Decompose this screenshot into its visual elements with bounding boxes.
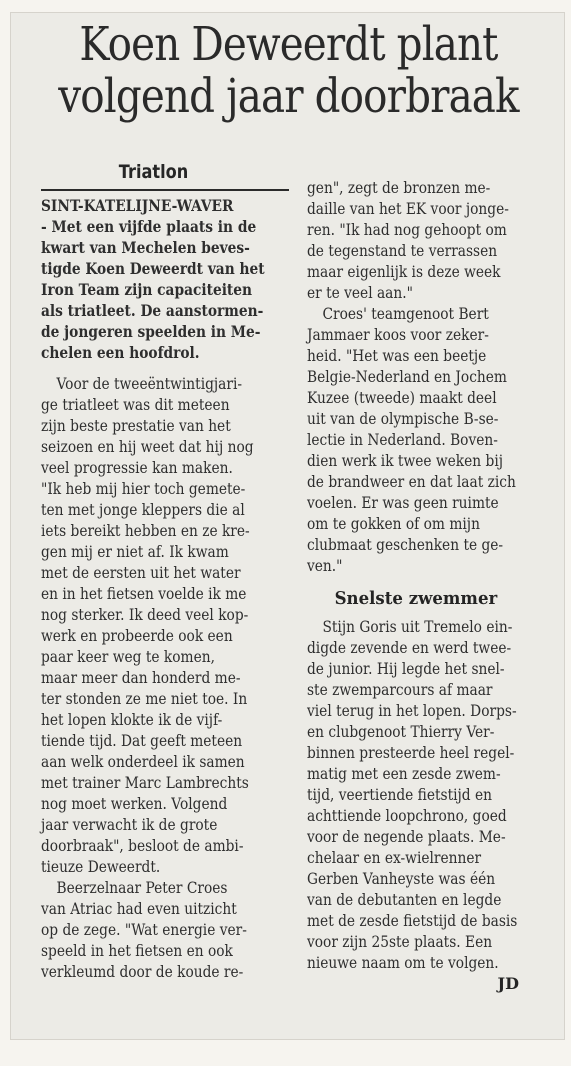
right-body-2-line: achttiende loopchrono, goed [307,806,507,825]
left-body-line: iets bereikt hebben en ze kre- [41,521,250,540]
right-body-1-line: de tegenstand te verrassen [307,241,498,260]
right-body-2-line: viel terug in het lopen. Dorps- [307,701,517,720]
right-body-1-line: om te gokken of om mijn [307,514,480,533]
right-body-2-line: van de debutanten en legde [307,890,502,909]
left-body-line: tiende tijd. Dat geeft meteen [41,731,243,750]
right-body-1-line: daille van het EK voor jonge- [307,199,509,218]
right-body-1-line: dien werk ik twee weken bij [307,451,503,470]
right-body-1-line: Jammaer koos voor zeker- [307,325,489,344]
lead-line: Iron Team zijn capaciteiten [41,280,253,299]
left-body-line: Beerzelnaar Peter Croes [56,878,228,897]
right-body-2-line: voor de negende plaats. Me- [307,827,506,846]
right-body-1-line: voelen. Er was geen ruimte [307,493,499,512]
subheading: Snelste zwemmer [334,588,498,609]
left-body-line: ter stonden ze me niet toe. In [41,689,248,708]
right-body-2-line: Gerben Vanheyste was één [307,869,496,888]
left-body-line: maar meer dan honderd me- [41,668,241,687]
right-body-2-line: ste zwemparcours af maar [307,680,493,699]
left-body-line: en in het fietsen voelde ik me [41,584,247,603]
right-body-1-line: uit van de olympische B-se- [307,409,499,428]
section-kicker: Triatlon [118,161,189,183]
right-body-1-line: de brandweer en dat laat zich [307,472,516,491]
left-body-line: op de zege. "Wat energie ver- [41,920,247,939]
left-body-line: aan welk onderdeel ik samen [41,752,245,771]
right-body-2-line: chelaar en ex-wielrenner [307,848,482,867]
lead-line: SINT-KATELIJNE-WAVER [41,196,234,215]
lead-line: de jongeren speelden in Me- [41,322,261,341]
left-body-line: veel progressie kan maken. [41,458,233,477]
left-body-line: met de eersten uit het water [41,563,241,582]
right-body-1-line: heid. "Het was een beetje [307,346,487,365]
right-body-1-line: gen", zegt de bronzen me- [307,178,491,197]
right-body-2-line: de junior. Hij legde het snel- [307,659,505,678]
right-body-1-line: ven." [307,556,343,575]
right-body-1-line: Belgie-Nederland en Jochem [307,367,507,386]
headline-line-2: volgend jaar doorbraak [58,69,519,124]
left-body-line: het lopen klokte ik de vijf- [41,710,223,729]
left-body-line: werk en probeerde ook een [41,626,233,645]
left-body-line: paar keer weg te komen, [41,647,215,666]
lead-line: kwart van Mechelen beves- [41,238,250,257]
right-body-2-line: en clubgenoot Thierry Ver- [307,722,495,741]
newspaper-clipping [10,12,565,1040]
left-body-line: nog sterker. Ik deed veel kop- [41,605,249,624]
right-body-1-line: ren. "Ik had nog gehoopt om [307,220,507,239]
kicker-rule [41,189,289,191]
lead-paragraph [41,195,293,363]
left-body-line: gen mij er niet af. Ik kwam [41,542,229,561]
left-body-line: seizoen en hij weet dat hij nog [41,437,254,456]
lead-line: als triatleet. De aanstormen- [41,301,264,320]
right-body-1-line: maar eigenlijk is deze week [307,262,501,281]
right-body-2-line: binnen presteerde heel regel- [307,743,515,762]
left-body-line: van Atriac had even uitzicht [41,899,237,918]
left-body-line: ten met jonge kleppers die al [41,500,245,519]
left-body-line: verkleumd door de koude re- [41,962,244,981]
right-body-2-line: Stijn Goris uit Tremelo ein- [322,617,513,636]
left-body-line: ge triatleet was dit meteen [41,395,230,414]
right-column [307,177,559,994]
left-body-line: jaar verwacht ik de grote [41,815,218,834]
left-column [41,195,293,982]
left-body-line: speeld in het fietsen en ook [41,941,233,960]
left-body-line: zijn beste prestatie van het [41,416,231,435]
lead-line: chelen een hoofdrol. [41,343,200,362]
lead-line: - Met een vijfde plaats in de [41,217,257,236]
right-body-text-2 [307,616,559,973]
right-body-1-line: lectie in Nederland. Boven- [307,430,498,449]
left-body-line: doorbraak", besloot de ambi- [41,836,244,855]
headline-line-1: Koen Deweerdt plant [79,17,498,72]
right-body-1-line: Kuzee (tweede) maakt deel [307,388,497,407]
lead-line: tigde Koen Deweerdt van het [41,259,265,278]
left-body-line: "Ik heb mij hier toch gemete- [41,479,246,498]
right-body-2-line: voor zijn 25ste plaats. Een [307,932,493,951]
right-body-2-line: met de zesde fietstijd de basis [307,911,518,930]
left-body-text [41,373,293,982]
right-body-1-line: Croes' teamgenoot Bert [322,304,489,323]
right-body-1-line: er te veel aan." [307,283,413,302]
byline: JD [497,974,519,993]
right-body-2-line: matig met een zesde zwem- [307,764,501,783]
left-body-line: met trainer Marc Lambrechts [41,773,249,792]
right-body-2-line: tijd, veertiende fietstijd en [307,785,492,804]
right-body-1-line: clubmaat geschenken te ge- [307,535,504,554]
right-body-2-line: nieuwe naam om te volgen. [307,953,499,972]
left-body-line: nog moet werken. Volgend [41,794,228,813]
left-body-line: Voor de tweeëntwintigjari- [56,374,243,393]
right-body-text-1 [307,177,559,576]
right-body-2-line: digde zevende en werd twee- [307,638,512,657]
headline [50,19,527,123]
left-body-line: tieuze Deweerdt. [41,857,161,876]
